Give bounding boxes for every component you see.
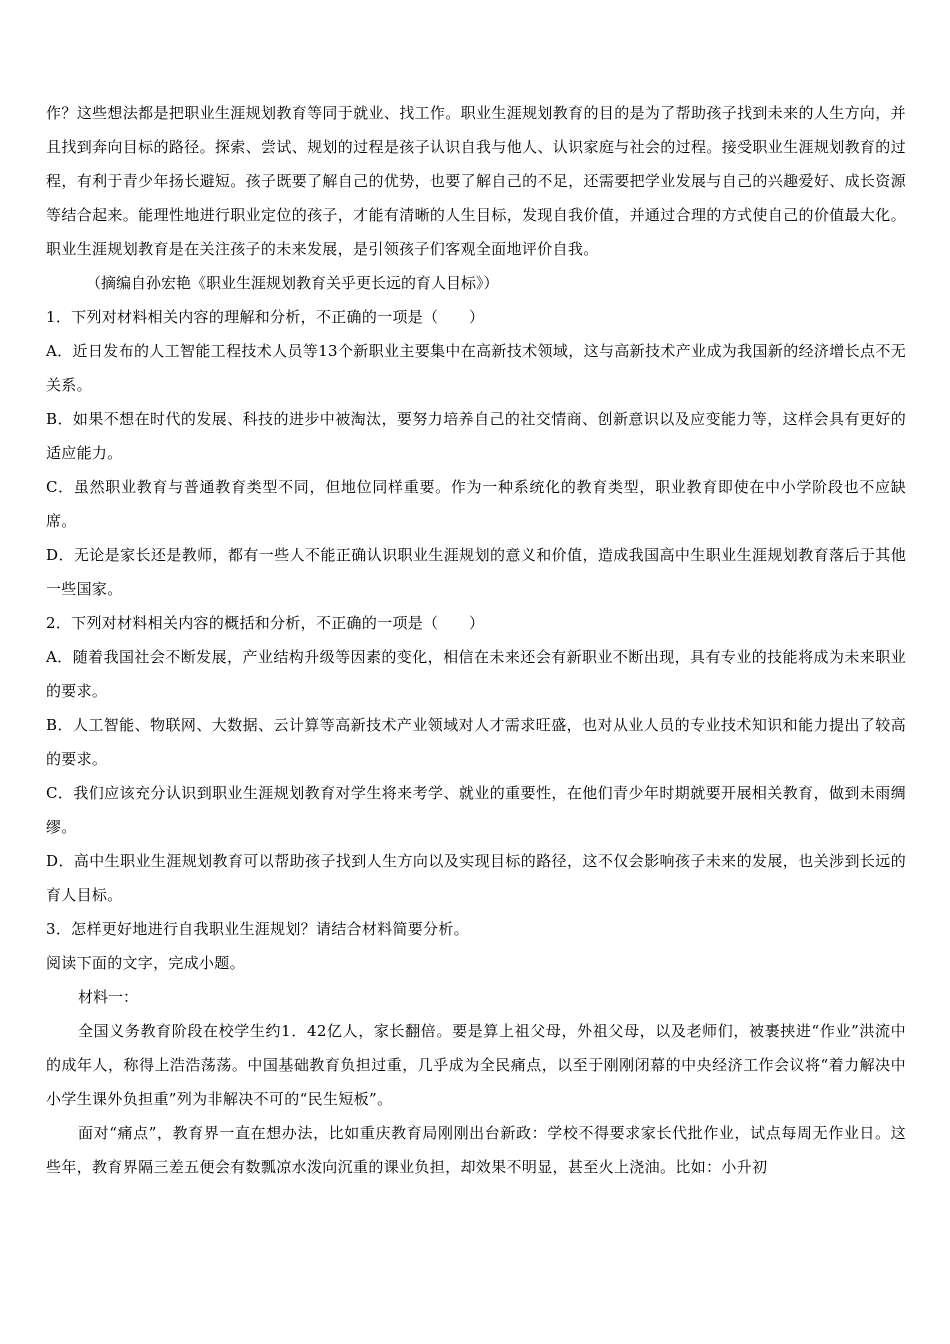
- option-d: D．高中生职业生涯规划教育可以帮助孩子找到人生方向以及实现目标的路径，这不仅会影响孩子未来的发展，也关涉到长远的育人目标。: [46, 852, 906, 904]
- option-a: A．随着我国社会不断发展，产业结构升级等因素的变化，相信在未来还会有新职业不断出现，具有专业的技能将成为未来职业的要求。: [46, 648, 906, 700]
- question-3: [46, 912, 906, 946]
- section-instruction: 阅读下面的文字，完成小题。: [46, 954, 245, 972]
- option-c: C．虽然职业教育与普通教育类型不同，但地位同样重要。作为一种系统化的教育类型，职业教育即使在中小学阶段也不应缺席。: [46, 478, 906, 530]
- material-paragraph: 全国义务教育阶段在校学生约1．42亿人，家长翻倍。要是算上祖父母，外祖父母，以及老师们，被裹挟进“作业”洪流中的成年人，称得上浩浩荡荡。中国基础教育负担过重，几乎成为全民痛点，以至于刚刚闭幕的中央经济工作会议将“着力解决中小学生课外负担重”列为非解决不可的“民生短板”。: [46, 1022, 906, 1108]
- document-page: [46, 96, 906, 1184]
- passage-source: （摘编自孙宏艳《职业生涯规划教育关乎更长远的育人目标》）: [86, 274, 499, 292]
- option-b: B．如果不想在时代的发展、科技的进步中被淘汰，要努力培养自己的社交情商、创新意识以及应变能力等，这样会具有更好的适应能力。: [46, 410, 906, 462]
- option-a: A．近日发布的人工智能工程技术人员等13个新职业主要集中在高新技术领域，这与高新技术产业成为我国新的经济增长点不无关系。: [46, 342, 906, 394]
- material-paragraph: 面对“痛点”，教育界一直在想办法，比如重庆教育局刚刚出台新政：学校不得要求家长代批作业，试点每周无作业日。这些年，教育界隔三差五便会有数瓢凉水泼向沉重的课业负担，却效果不明显，甚至火上浇油。比如：小升初: [46, 1124, 906, 1176]
- material-label: 材料一：: [78, 988, 139, 1006]
- question-stem: 3．怎样更好地进行自我职业生涯规划？请结合材料简要分析。: [46, 920, 469, 938]
- question-stem: 1．下列对材料相关内容的理解和分析，不正确的一项是（ ）: [46, 308, 485, 326]
- option-b: B．人工智能、物联网、大数据、云计算等高新技术产业领域对人才需求旺盛，也对从业人员的专业技术知识和能力提出了较高的要求。: [46, 716, 906, 768]
- option-c: C．我们应该充分认识到职业生涯规划教育对学生将来考学、就业的重要性，在他们青少年时期就要开展相关教育，做到未雨绸缪。: [46, 784, 906, 836]
- question-1: [46, 300, 906, 606]
- question-2: [46, 606, 906, 912]
- question-stem: 2．下列对材料相关内容的概括和分析，不正确的一项是（ ）: [46, 614, 485, 632]
- passage-continuation: 作？这些想法都是把职业生涯规划教育等同于就业、找工作。职业生涯规划教育的目的是为了帮助孩子找到未来的人生方向，并且找到奔向目标的路径。探索、尝试、规划的过程是孩子认识自我与他人、认识家庭与社会的过程。接受职业生涯规划教育的过程，有利于青少年扬长避短。孩子既要了解自己的优势，也要了解自己的不足，还需要把学业发展与自己的兴趣爱好、成长资源等结合起来。能理性地进行职业定位的孩子，才能有清晰的人生目标，发现自我价值，并通过合理的方式使自己的价值最大化。职业生涯规划教育是在关注孩子的未来发展，是引领孩子们客观全面地评价自我。: [46, 104, 906, 258]
- option-d: D．无论是家长还是教师，都有一些人不能正确认识职业生涯规划的意义和价值，造成我国高中生职业生涯规划教育落后于其他一些国家。: [46, 546, 906, 598]
